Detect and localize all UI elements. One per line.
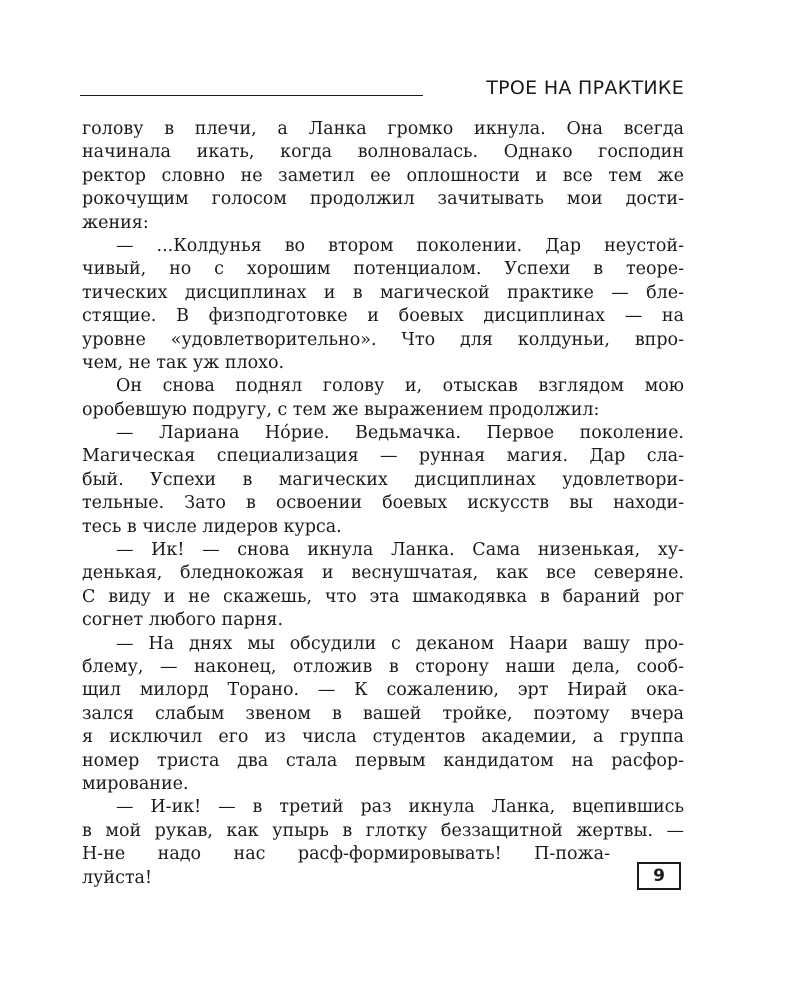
text-line: чем, не так уж плохо.	[82, 352, 285, 373]
page-number: 9	[637, 862, 681, 890]
text-line: номер триста два стала первым кандидатом на расфор-	[82, 750, 684, 771]
running-header	[80, 76, 684, 100]
text-line: — На днях мы обсудили с деканом Наари вашу про-	[116, 633, 684, 654]
text-line: — Лариана Но́рие. Ведьмачка. Первое поколение.	[116, 423, 684, 444]
text-line: начинала икать, когда волновалась. Однако господин	[82, 142, 684, 163]
text-line: голову в плечи, а Ланка громко икнула. Она всегда	[82, 119, 684, 139]
text-line: тесь в числе лидеров курса.	[82, 516, 342, 537]
text-line: уровне «удовлетворительно». Что для колдуньи, впро-	[82, 329, 684, 350]
text-line: жения:	[82, 212, 149, 233]
text-line: — ...Колдунья во втором поколении. Дар неустой-	[116, 235, 684, 256]
text-line: оробевшую подругу, с тем же выражением продолжил:	[82, 399, 600, 420]
text-line: тельные. Зато в освоении боевых искусств вы находи-	[82, 493, 684, 514]
text-line: рокочущим голосом продолжил зачитывать мои дости-	[82, 189, 684, 210]
text-line: денькая, бледнокожая и веснушчатая, как все северяне.	[82, 563, 684, 584]
text-line: Н-не надо нас расф-формировывать! П-пожа-	[82, 844, 610, 865]
text-line: — И-ик! — в третий раз икнула Ланка, вцепившись	[116, 797, 684, 818]
text-line: Магическая специализация — рунная магия. Дар сла-	[82, 446, 684, 467]
text-line: я исключил его из числа студентов академии, а группа	[82, 727, 684, 748]
text-line: ректор словно не заметил ее оплошности и все тем же	[82, 165, 684, 186]
text-line: С виду и не скажешь, что эта шмакодявка в бараний рог	[82, 586, 684, 607]
text-line: зался слабым звеном в вашей тройке, поэтому вчера	[82, 703, 684, 724]
text-line: согнет любого парня.	[82, 610, 284, 631]
text-line: чивый, но с хорошим потенциалом. Успехи в теоре-	[82, 259, 684, 280]
text-line: — Ик! — снова икнула Ланка. Сама низенькая, ху-	[116, 540, 684, 561]
text-line: блему, — наконец, отложив в сторону наши дела, сооб-	[82, 656, 684, 677]
header-rule	[80, 95, 423, 96]
text-line: щил милорд Торано. — К сожалению, эрт Нирай ока-	[82, 680, 684, 701]
text-line: бый. Успехи в магических дисциплинах удовлетвори-	[82, 469, 684, 490]
book-title: ТРОЕ НА ПРАКТИКЕ	[486, 77, 684, 99]
text-line: тических дисциплинах и в магической практике — бле-	[82, 282, 684, 303]
text-line: Он снова поднял голову и, отыскав взглядом мою	[116, 376, 684, 397]
text-line: мирование.	[82, 773, 189, 794]
text-line: стящие. В физподготовке и боевых дисциплинах — на	[82, 306, 684, 327]
text-line: в мой рукав, как упырь в глотку беззащитной жертвы. —	[82, 820, 684, 841]
text-line: луйста!	[82, 867, 153, 888]
page-body	[82, 118, 684, 890]
